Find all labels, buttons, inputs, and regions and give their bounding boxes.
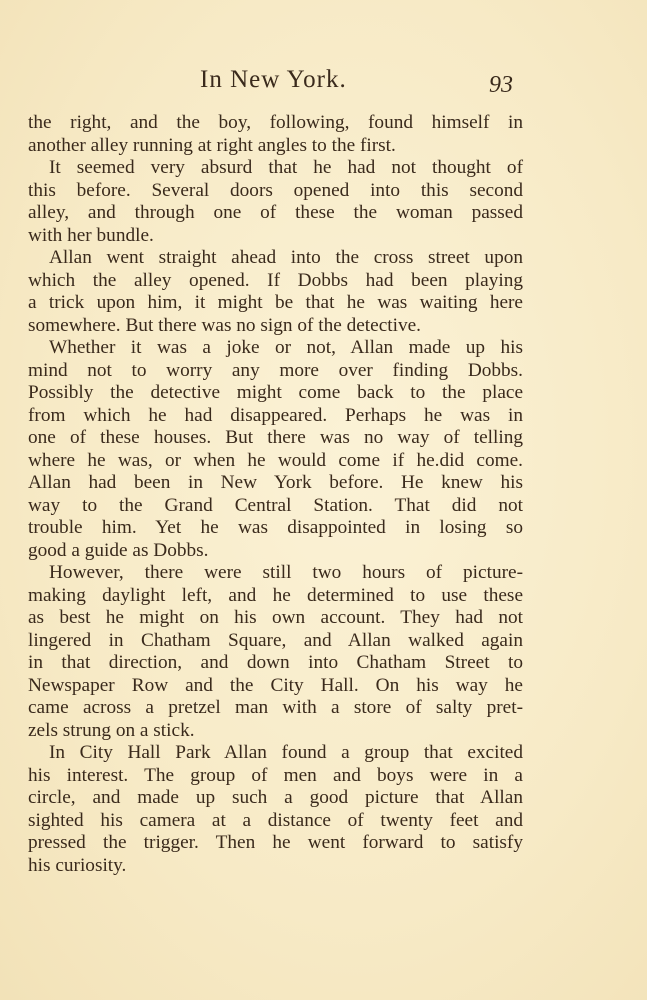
text-line: his interest. The group of men and boys were in a — [28, 764, 523, 786]
text-line: this before. Several doors opened into this second — [28, 179, 523, 201]
text-line: somewhere. But there was no sign of the detective. — [28, 314, 422, 336]
page-number: 93 — [489, 72, 513, 98]
text-line: sighted his camera at a distance of twenty feet and — [28, 809, 523, 831]
text-line: which the alley opened. If Dobbs had been playing — [28, 269, 523, 291]
text-line: However, there were still two hours of picture- — [49, 562, 523, 583]
text-line: Allan had been in New York before. He knew his — [28, 472, 523, 493]
text-line: It seemed very absurd that he had not thought of — [49, 157, 523, 178]
text-line: the right, and the boy, following, found himself in — [28, 112, 523, 133]
text-line: trouble him. Yet he was disappointed in losing so — [28, 517, 523, 538]
text-line: zels strung on a stick. — [28, 719, 195, 741]
text-line: came across a pretzel man with a store of salty pret- — [28, 697, 523, 718]
text-line: Possibly the detective might come back to the place — [28, 382, 523, 403]
text-line: way to the Grand Central Station. That did not — [28, 494, 523, 516]
text-line: his curiosity. — [28, 854, 127, 876]
text-line: good a guide as Dobbs. — [28, 539, 209, 561]
text-line: lingered in Chatham Square, and Allan walked again — [28, 629, 523, 651]
running-head-title: In New York. — [200, 66, 347, 93]
text-line: pressed the trigger. Then he went forward to satisfy — [28, 832, 523, 853]
text-line: Whether it was a joke or not, Allan made up his — [49, 337, 523, 358]
text-line: another alley running at right angles to the first. — [28, 134, 396, 156]
text-line: alley, and through one of these the woman passed — [28, 202, 523, 223]
text-line: as best he might on his own account. They had not — [28, 607, 523, 628]
text-line: mind not to worry any more over finding Dobbs. — [28, 359, 523, 381]
text-line: circle, and made up such a good picture that Allan — [28, 787, 523, 808]
text-line: making daylight left, and he determined to use these — [28, 584, 523, 606]
text-line: Allan went straight ahead into the cross street upon — [49, 247, 523, 268]
text-line: with her bundle. — [28, 224, 154, 246]
text-line: in that direction, and down into Chatham Street to — [28, 652, 523, 673]
text-line: one of these houses. But there was no way of telling — [28, 427, 523, 448]
text-line: Newspaper Row and the City Hall. On his way he — [28, 674, 523, 696]
text-line: where he was, or when he would come if he.did come. — [28, 449, 523, 471]
text-line: In City Hall Park Allan found a group that excited — [49, 742, 523, 763]
body-text — [28, 112, 523, 877]
running-head — [0, 62, 647, 102]
text-line: from which he had disappeared. Perhaps he was in — [28, 404, 523, 426]
text-line: a trick upon him, it might be that he was waiting here — [28, 292, 523, 313]
